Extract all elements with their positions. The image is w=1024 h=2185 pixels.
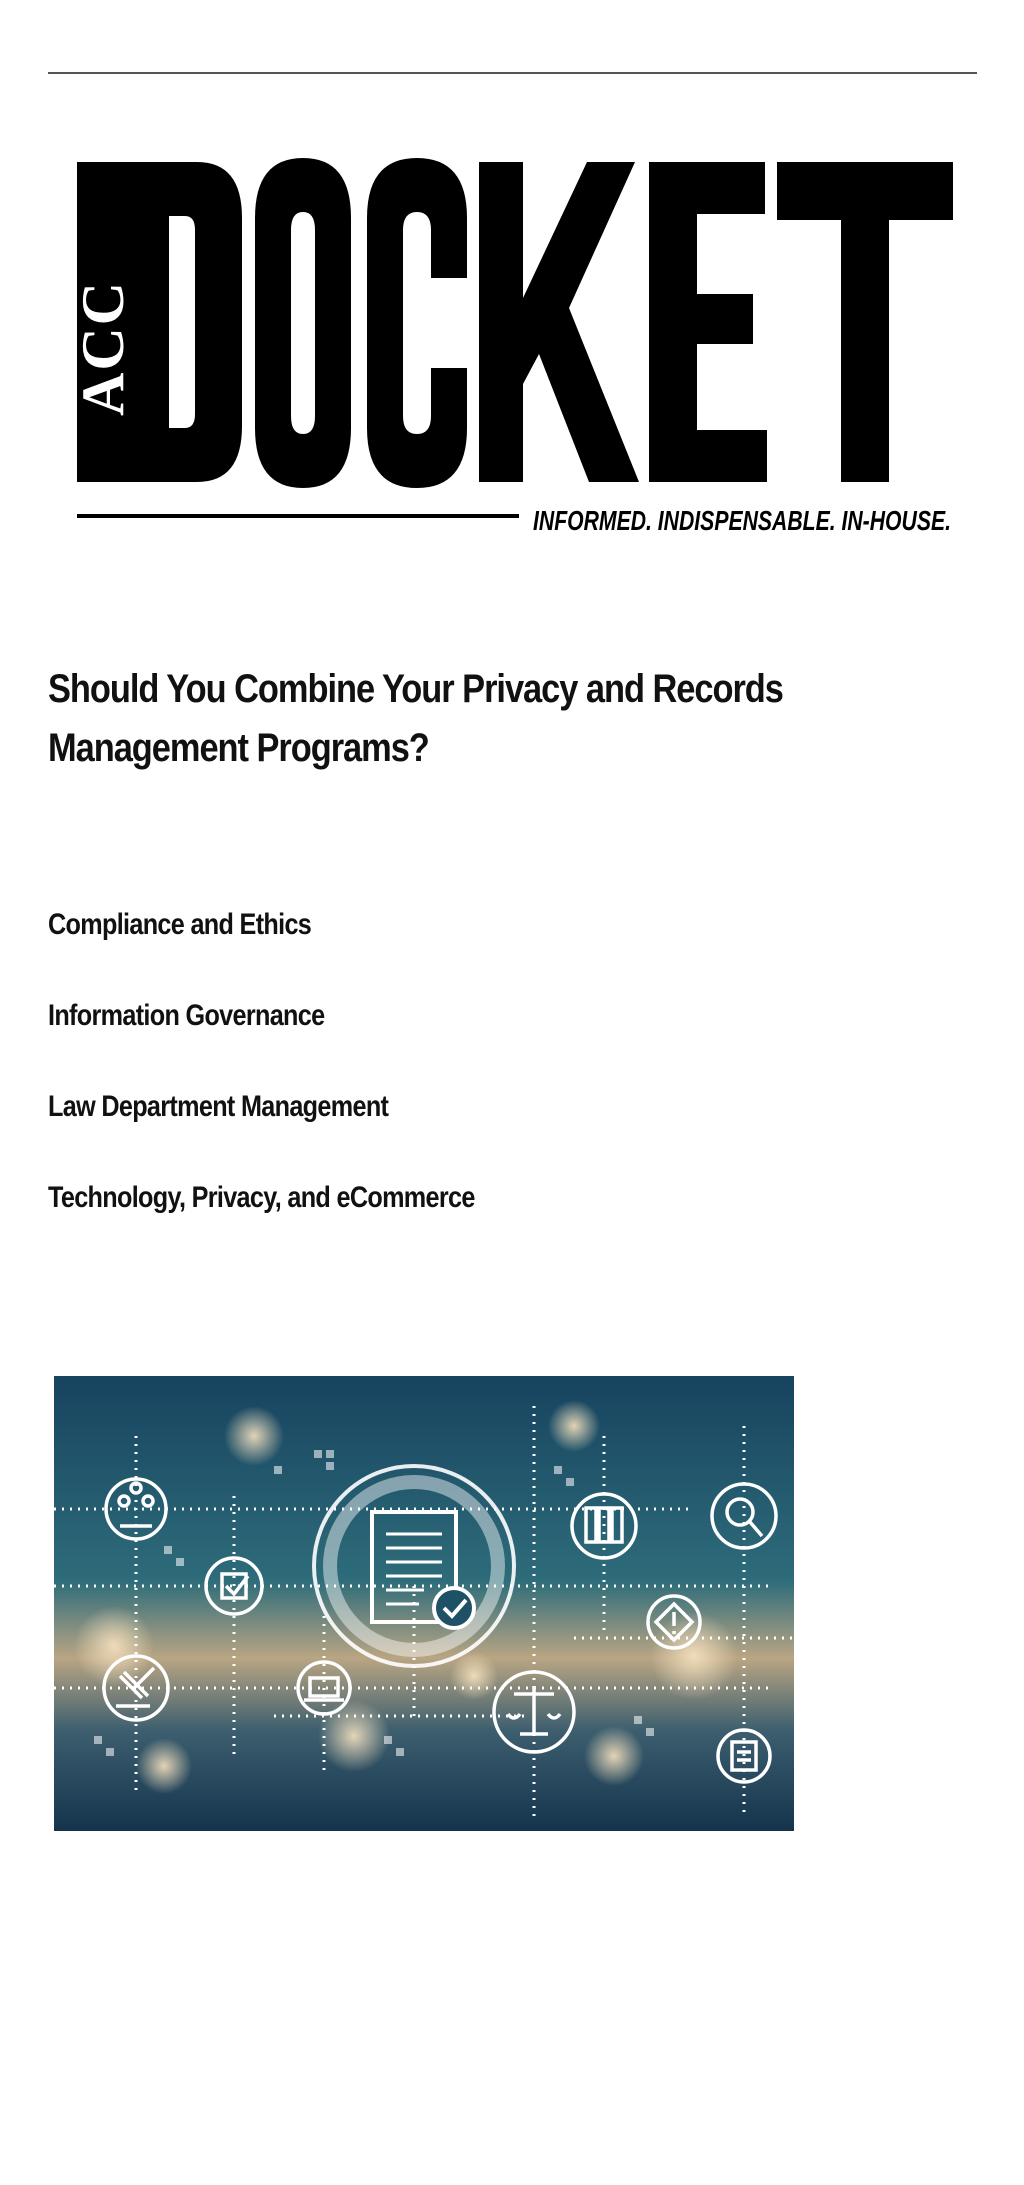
masthead-svg — [70, 158, 953, 536]
logo-t — [777, 162, 953, 482]
logo-acc-text: ACC — [70, 280, 136, 416]
category-item-law-department-management[interactable]: Law Department Management — [48, 1090, 389, 1123]
logo-c — [367, 158, 467, 488]
article-title: Should You Combine Your Privacy and Records Management Programs? — [48, 667, 783, 770]
logo-e — [649, 162, 767, 482]
category-list — [48, 902, 556, 1266]
alert-icon — [648, 1596, 700, 1648]
category-item-technology-privacy-ecommerce[interactable]: Technology, Privacy, and eCommerce — [48, 1181, 475, 1214]
category-item-compliance-and-ethics[interactable]: Compliance and Ethics — [48, 908, 312, 941]
logo-k — [479, 162, 639, 482]
logo-d-counter — [169, 216, 195, 428]
hero-illustration — [54, 1376, 794, 1831]
acc-docket-masthead-logo — [70, 158, 953, 536]
hero-image — [54, 1376, 794, 1831]
logo-tagline: INFORMED. INDISPENSABLE. IN-HOUSE. — [533, 505, 951, 536]
logo-underline — [77, 514, 519, 518]
top-divider — [48, 72, 977, 74]
category-item-information-governance[interactable]: Information Governance — [48, 999, 325, 1032]
logo-o-inner — [291, 212, 315, 434]
